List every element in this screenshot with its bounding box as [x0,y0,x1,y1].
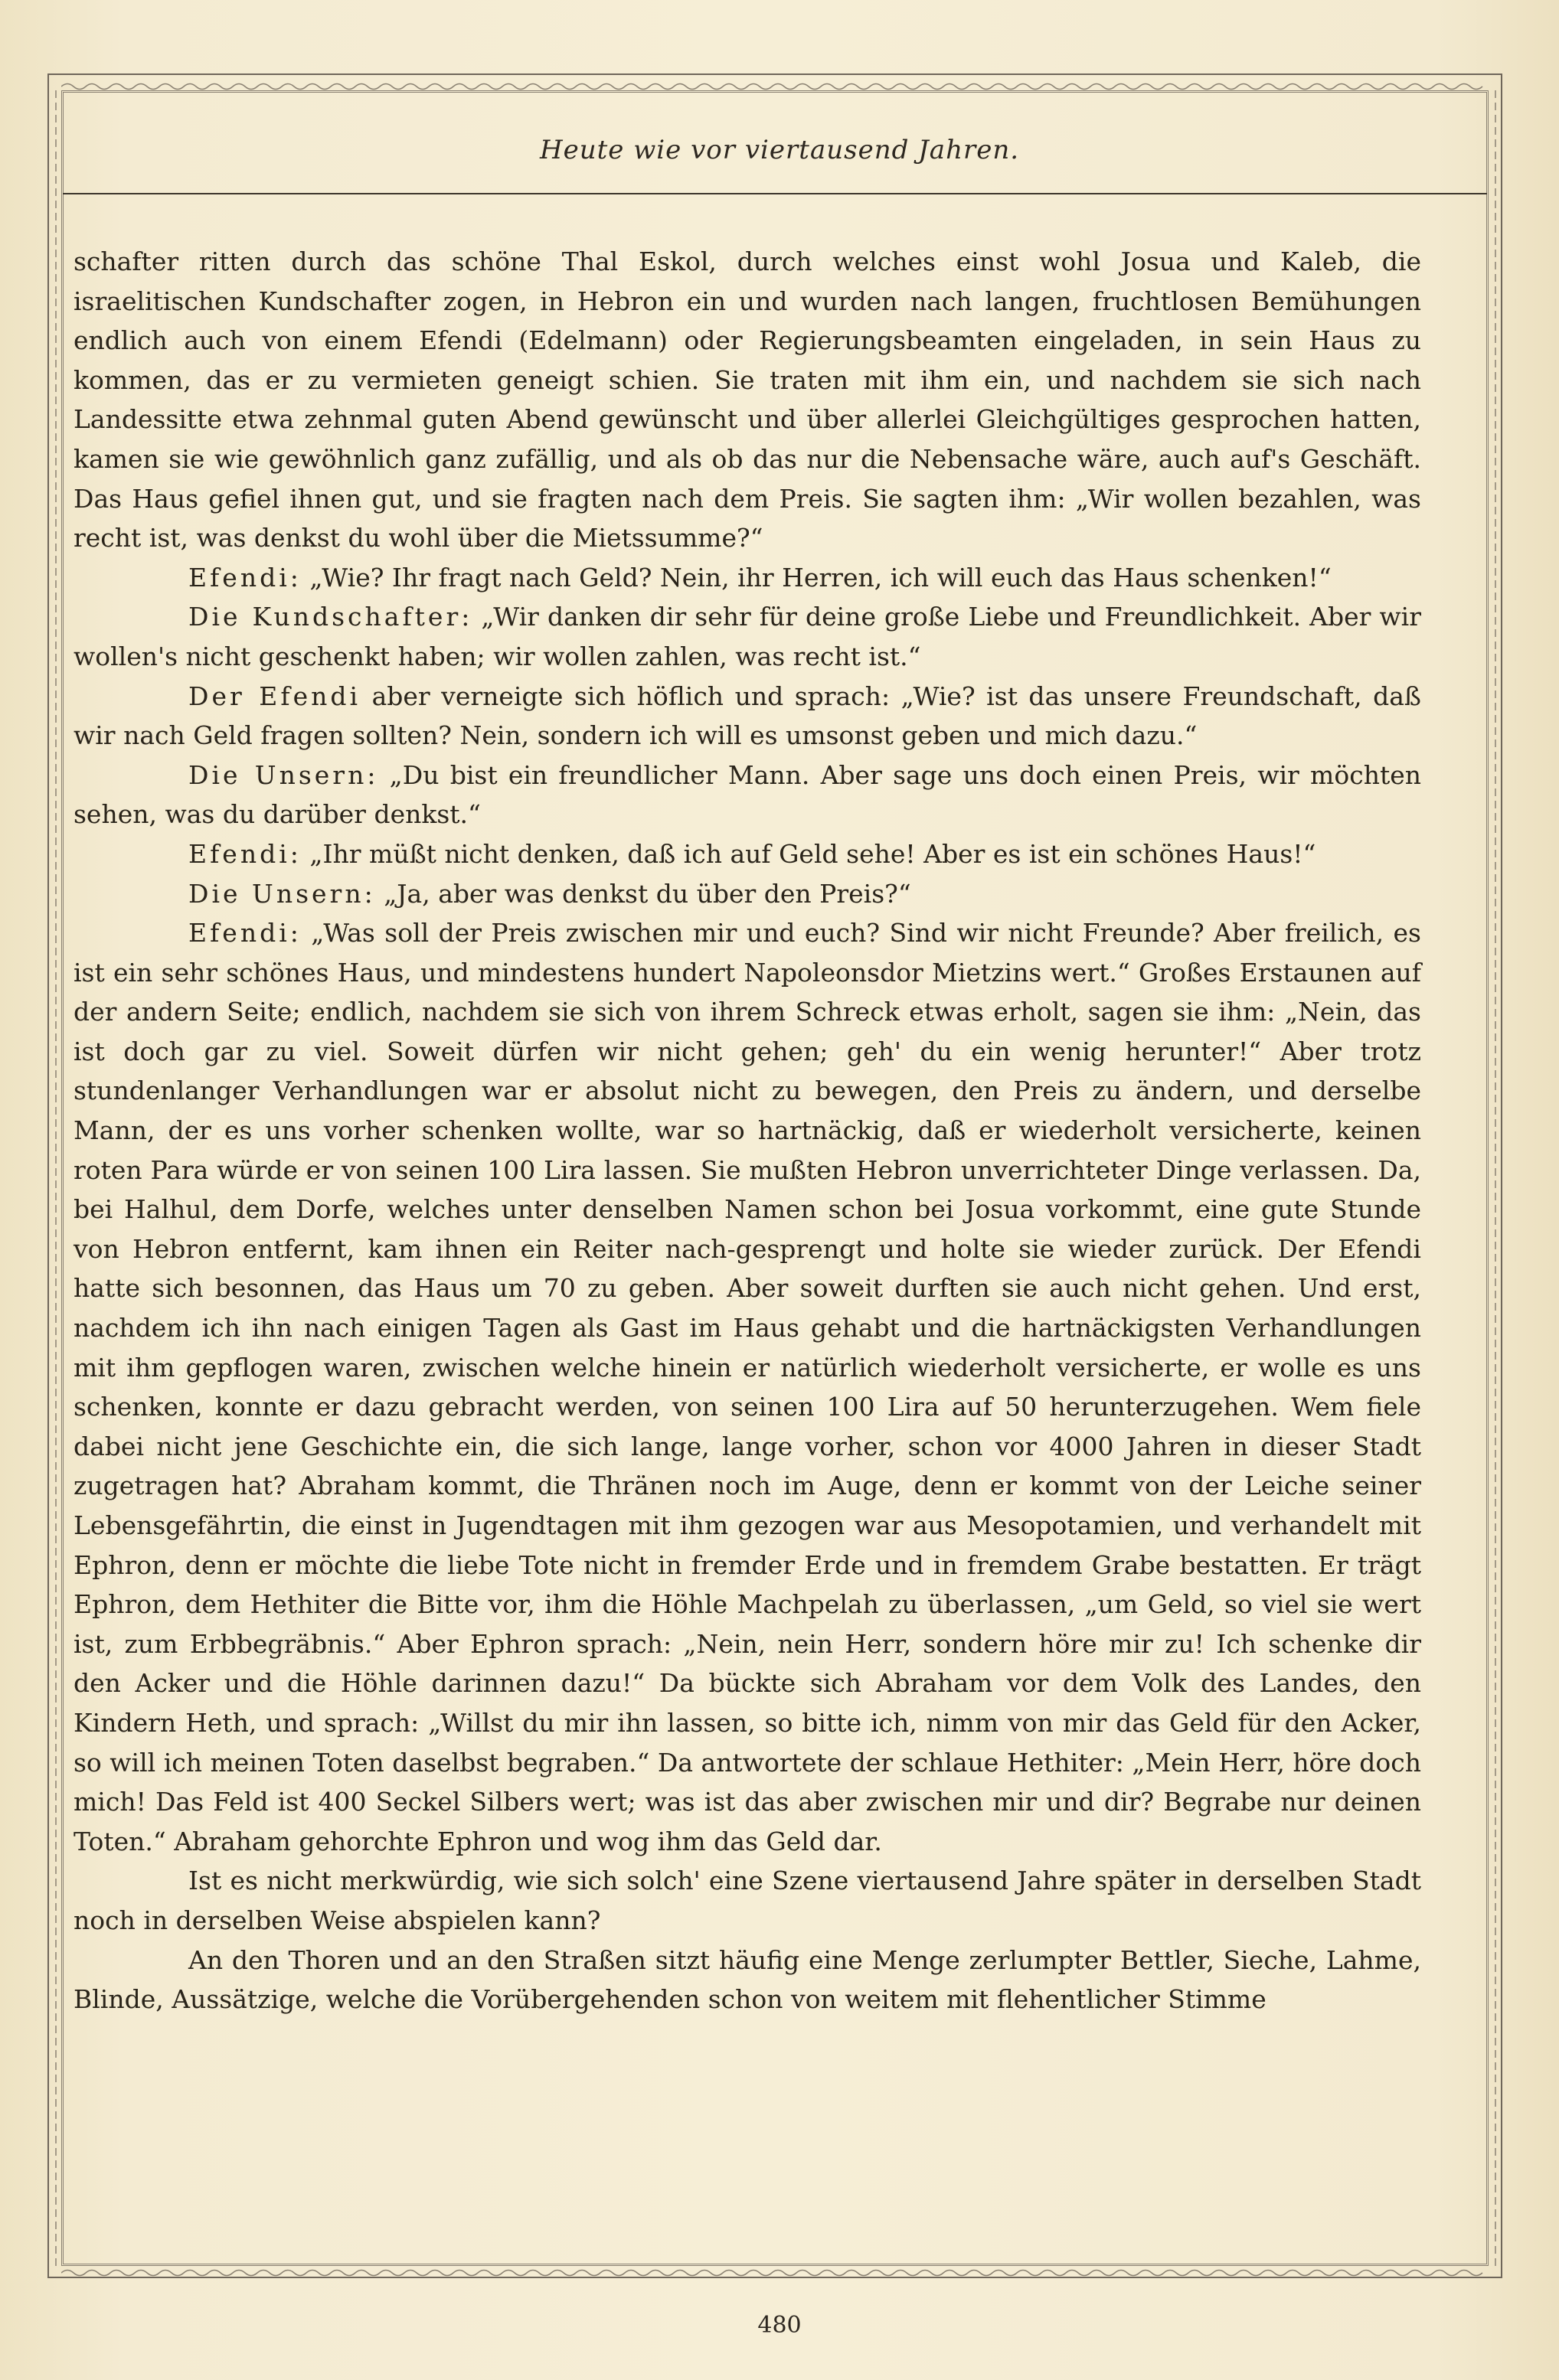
header-rule [63,193,1487,194]
frame-wave-left [51,90,61,2266]
paragraph-text: „Ja, aber was denkst du über den Preis?“ [375,878,911,909]
speaker-label: Die Unsern: [188,878,376,909]
frame-wave-top [61,81,1489,92]
paragraph-text: „Wie? Ihr fragt nach Geld? Nein, ihr Herren, ich will euch das Haus schenken!“ [301,562,1332,593]
paragraph-text: „Wir danken dir sehr für deine große Liebe und Freundlichkeit. Aber wir wollen's nicht geschenkt haben; wir wollen zahlen, was recht ist.“ [74,602,1421,671]
speaker-label: Der Efendi [188,681,361,711]
paragraph [74,834,1421,874]
paragraph-text: schafter ritten durch das schöne Thal Eskol, durch welches einst wohl Josua und Kaleb, die israelitischen Kundschafter zogen, in Hebron ein und wurden nach langen, fruchtlosen Bemühungen endlich auch von einem Efendi (Edelmann) oder Regierungsbeamten eingeladen, in sein Haus zu kommen, das er zu vermieten geneigt schien. Sie traten mit ihm ein, und nachdem sie sich nach Landessitte etwa zehnmal guten Abend gewünscht und über allerlei Gleichgültiges gesprochen hatten, kamen sie wie gewöhnlich ganz zufällig, und als ob das nur die Nebensache wäre, auch auf's Geschäft. Das Haus gefiel ihnen gut, und sie fragten nach dem Preis. Sie sagten ihm: „Wir wollen bezahlen, was recht ist, was denkst du wohl über die Mietssumme?“ [74,246,1421,553]
frame-wave-bottom [61,2267,1489,2278]
speaker-label: Die Unsern: [188,759,379,790]
paragraph [74,558,1421,598]
paragraph [74,242,1421,558]
speaker-label: Efendi: [188,918,302,948]
body-text [74,242,1421,2019]
paragraph-text: „Was soll der Preis zwischen mir und euch? Sind wir nicht Freunde? Aber freilich, es ist ein sehr schönes Haus, und mindestens hundert Napoleonsdor Mietzins wert.“ Großes Erstaunen auf der andern Seite; endlich, nachdem sie sich von ihrem Schreck etwas erholt, sagen sie ihm: „Nein, das ist doch gar zu viel. Soweit dürfen wir nicht gehen; geh' du ein wenig herunter!“ Aber trotz stundenlanger Verhandlungen war er absolut nicht zu bewegen, den Preis zu ändern, und derselbe Mann, der es uns vorher schenken wollte, war so hartnäckig, daß er wiederholt versicherte, keinen roten Para würde er von seinen 100 Lira lassen. Sie mußten Hebron unverrichteter Dinge verlassen. Da, bei Halhul, dem Dorfe, welches unter denselben Namen schon bei Josua vorkommt, eine gute Stunde von Hebron entfernt, kam ihnen ein Reiter nach-gesprengt und holte sie wieder zurück. Der Efendi hatte sich besonnen, das Haus um 70 zu geben. Aber soweit durften sie auch nicht gehen. Und erst, nachdem ich ihn nach einigen Tagen als Gast im Haus gehabt und die hartnäckigsten Verhandlungen mit ihm gepflogen waren, zwischen welche hinein er natürlich wiederholt versicherte, er wolle es uns schenken, konnte er dazu gebracht werden, von seinen 100 Lira auf 50 herunterzugehen. Wem fiele dabei nicht jene Geschichte ein, die sich lange, lange vorher, schon vor 4000 Jahren in dieser Stadt zugetragen hat? Abraham kommt, die Thränen noch im Auge, denn er kommt von der Leiche seiner Lebensgefährtin, die einst in Jugendtagen mit ihm gezogen war aus Mesopotamien, und verhandelt mit Ephron, denn er möchte die liebe Tote nicht in fremder Erde und in fremdem Grabe bestatten. Er trägt Ephron, dem Hethiter die Bitte vor, ihm die Höhle Machpelah zu überlassen, „um Geld, so viel sie wert ist, zum Erbbegräbnis.“ Aber Ephron sprach: „Nein, nein Herr, sondern höre mir zu! Ich schenke dir den Acker und die Höhle darinnen dazu!“ Da bückte sich Abraham vor dem Volk des Landes, den Kindern Heth, und sprach: „Willst du mir ihn lassen, so bitte ich, nimm von mir das Geld für den Acker, so will ich meinen Toten daselbst begraben.“ Da antwortete der schlaue Hethiter: „Mein Herr, höre doch mich! Das Feld ist 400 Seckel Silbers wert; was ist das aber zwischen mir und dir? Begrabe nur deinen Toten.“ Abraham gehorchte Ephron und wog ihm das Geld dar. [74,918,1421,1856]
page-number: 480 [757,2312,802,2339]
speaker-label: Die Kundschafter: [188,602,473,632]
paragraph-text: „Du bist ein freundlicher Mann. Aber sage uns doch einen Preis, wir möchten sehen, was du darüber denkst.“ [74,759,1421,830]
paragraph-text: aber verneigte sich höflich und sprach: „Wie? ist das unsere Freundschaft, daß wir nach Geld fragen sollten? Nein, sondern ich will es umsonst geben und mich dazu.“ [74,681,1421,751]
frame-wave-right [1490,90,1501,2266]
paragraph [74,1941,1421,2019]
paragraph-text: „Ihr müßt nicht denken, daß ich auf Geld sehe! Aber es ist ein schönes Haus!“ [301,838,1316,869]
paragraph [74,677,1421,756]
paragraph [74,597,1421,676]
paragraph-text: Ist es nicht merkwürdig, wie sich solch' eine Szene viertausend Jahre später in derselben Stadt noch in derselben Weise abspielen kann? [74,1866,1421,1935]
speaker-label: Efendi: [188,838,302,869]
speaker-label: Efendi: [188,562,302,593]
paragraph [74,913,1421,1861]
paragraph [74,1861,1421,1940]
running-head: Heute wie vor viertausend Jahren. [539,135,1020,165]
paragraph [74,756,1421,834]
paragraph [74,874,1421,914]
paragraph-text: An den Thoren und an den Straßen sitzt häufig eine Menge zerlumpter Bettler, Sieche, Lahme, Blinde, Aussätzige, welche die Vorübergehenden schon von weitem mit flehentlicher Stimme [74,1944,1421,2015]
